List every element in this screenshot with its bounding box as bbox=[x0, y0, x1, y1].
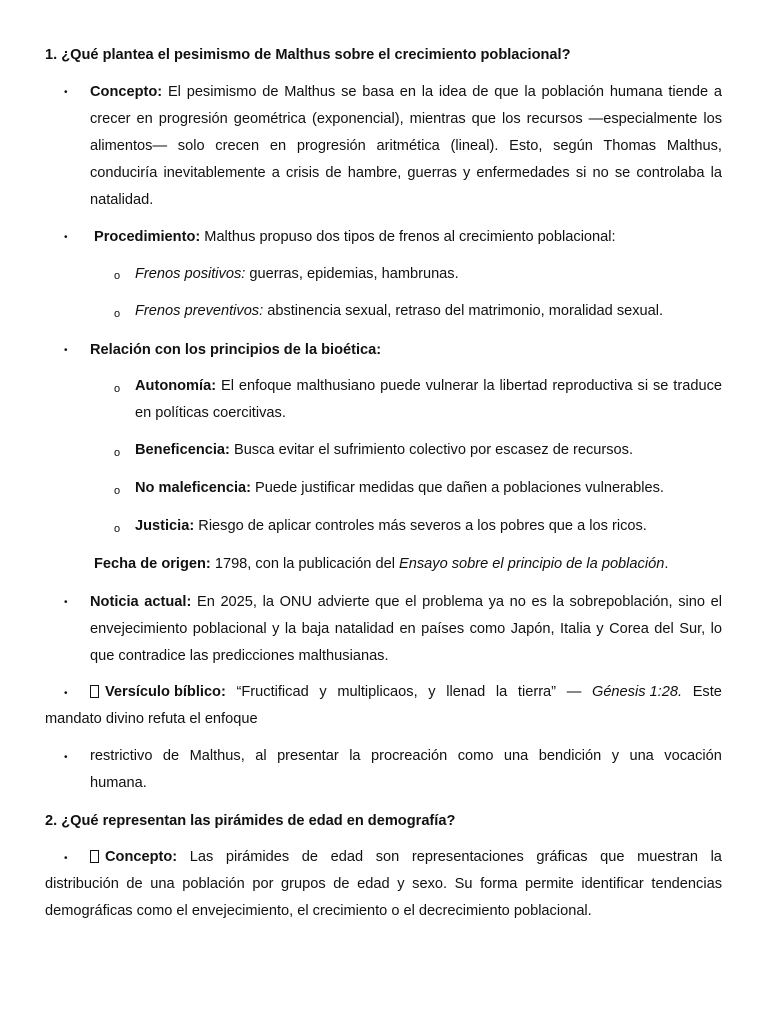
sub-bullet-no-maleficencia: o bbox=[114, 485, 121, 497]
frenos-positivos-label: Frenos positivos: bbox=[135, 266, 246, 282]
bullet-procedimiento: • bbox=[64, 232, 68, 243]
versiculo-word: y bbox=[428, 684, 436, 700]
continuacion-word: presentar bbox=[277, 748, 339, 764]
beneficencia-label: Beneficencia: bbox=[135, 442, 230, 458]
concepto-2-word: de bbox=[301, 849, 319, 865]
concepto-2-word: Las bbox=[189, 849, 214, 865]
frenos-preventivos-label: Frenos preventivos: bbox=[135, 303, 264, 319]
noticia-text: En 2025, la ONU advierte que el problema ya no es la sobrepoblación, sino el envejecimiento poblacional y la baja natalidad en países como Japón, Italia y Corea del Sur, lo que contradice las predicciones malthusianas. bbox=[90, 594, 722, 664]
frenos-positivos-item bbox=[135, 261, 722, 288]
sub-bullet-frenos-positivos: o bbox=[114, 270, 121, 282]
versiculo-word: Este bbox=[692, 684, 722, 700]
noticia-paragraph bbox=[90, 589, 722, 670]
versiculo-word: multiplicaos, bbox=[337, 684, 418, 700]
versiculo-word: llenad bbox=[446, 684, 486, 700]
concepto-2-word: son bbox=[375, 849, 400, 865]
beneficencia-text: Busca evitar el sufrimiento colectivo por escasez de recursos. bbox=[229, 442, 634, 458]
question-2-heading: 2. ¿Qué representan las pirámides de edad en demografía? bbox=[45, 813, 456, 829]
justicia-text: Riesgo de aplicar controles más severos a los pobres que a los ricos. bbox=[194, 518, 647, 534]
fecha-book-title: Ensayo sobre el principio de la población bbox=[399, 556, 665, 572]
missing-glyph-icon bbox=[90, 685, 99, 698]
continuacion-word: una bbox=[503, 748, 529, 764]
concepto-2-rest: distribución de una población por grupos de edad y sexo. Su forma permite identificar tendencias demográficas como el envejecimiento, el crecimiento o el decrecimiento poblacional. bbox=[45, 876, 722, 919]
bullet-concepto-2: • bbox=[64, 853, 68, 864]
sub-bullet-frenos-preventivos: o bbox=[114, 308, 121, 320]
versiculo-word: la bbox=[495, 684, 508, 700]
continuacion-word: vocación bbox=[664, 748, 722, 764]
autonomia-item bbox=[135, 373, 722, 427]
frenos-positivos-text: guerras, epidemias, hambrunas. bbox=[245, 266, 459, 282]
concepto-2-word: pirámides bbox=[225, 849, 290, 865]
bullet-versiculo: • bbox=[64, 688, 68, 699]
no-maleficencia-text: Puede justificar medidas que dañen a poblaciones vulnerables. bbox=[250, 480, 664, 496]
bullet-continuacion: • bbox=[64, 752, 68, 763]
bullet-noticia: • bbox=[64, 597, 68, 608]
autonomia-label: Autonomía: bbox=[135, 378, 217, 394]
continuacion-word: Malthus, bbox=[189, 748, 245, 764]
procedimiento-text: Malthus propuso dos tipos de frenos al crecimiento poblacional: bbox=[200, 229, 616, 245]
versiculo-label-group bbox=[90, 679, 226, 706]
continuacion-word: procreación bbox=[371, 748, 448, 764]
autonomia-text: El enfoque malthusiano puede vulnerar la libertad reproductiva si se traduce en políticas coercitivas. bbox=[135, 378, 722, 421]
versiculo-reference: Génesis 1:28. bbox=[591, 684, 683, 700]
continuacion-word: de bbox=[162, 748, 180, 764]
concepto-label: Concepto: bbox=[90, 84, 163, 100]
continuacion-line-2: humana. bbox=[90, 775, 147, 791]
concepto-2-word: muestran bbox=[637, 849, 698, 865]
sub-bullet-autonomia: o bbox=[114, 383, 121, 395]
noticia-label: Noticia actual: bbox=[90, 594, 192, 610]
concepto-2-word: la bbox=[710, 849, 722, 865]
concepto-2-word: que bbox=[600, 849, 625, 865]
sub-bullet-beneficencia: o bbox=[114, 447, 121, 459]
versiculo-word: tierra” bbox=[517, 684, 557, 700]
concepto-2-word: edad bbox=[330, 849, 364, 865]
continuacion-line-1 bbox=[90, 743, 722, 770]
versiculo-line-1 bbox=[90, 679, 722, 706]
fecha-origen-paragraph bbox=[90, 551, 726, 578]
bioetica-heading: Relación con los principios de la bioética: bbox=[90, 342, 382, 358]
no-maleficencia-label: No maleficencia: bbox=[135, 480, 251, 496]
continuacion-word: al bbox=[255, 748, 267, 764]
beneficencia-item bbox=[135, 437, 722, 464]
sub-bullet-justicia: o bbox=[114, 523, 121, 535]
concepto-2-line-1 bbox=[90, 844, 722, 871]
continuacion-word: la bbox=[349, 748, 361, 764]
continuacion-word: restrictivo bbox=[90, 748, 153, 764]
bullet-concepto: • bbox=[64, 87, 68, 98]
justicia-item bbox=[135, 513, 722, 540]
missing-glyph-icon bbox=[90, 850, 99, 863]
versiculo-word: — bbox=[566, 684, 582, 700]
no-maleficencia-item bbox=[135, 475, 722, 502]
concepto-2-label-group bbox=[90, 844, 177, 871]
concepto-2-word: gráficas bbox=[536, 849, 588, 865]
versiculo-label: Versículo bíblico: bbox=[105, 684, 226, 700]
procedimiento-label: Procedimiento: bbox=[94, 229, 201, 245]
concepto-2-label: Concepto: bbox=[105, 849, 178, 865]
fecha-label: Fecha de origen: bbox=[94, 556, 211, 572]
fecha-text: 1798, con la publicación del bbox=[210, 556, 400, 572]
continuacion-word: una bbox=[629, 748, 654, 764]
continuacion-word: como bbox=[457, 748, 494, 764]
fecha-end: . bbox=[664, 556, 669, 572]
frenos-preventivos-item bbox=[135, 298, 722, 325]
bullet-bioetica: • bbox=[64, 345, 68, 356]
continuacion-word: bendición bbox=[538, 748, 602, 764]
frenos-preventivos-text: abstinencia sexual, retraso del matrimonio, moralidad sexual. bbox=[263, 303, 664, 319]
procedimiento-paragraph bbox=[90, 224, 726, 251]
versiculo-word: “Fructificad bbox=[236, 684, 309, 700]
justicia-label: Justicia: bbox=[135, 518, 195, 534]
concepto-paragraph bbox=[90, 79, 722, 214]
versiculo-line-2: mandato divino refuta el enfoque bbox=[45, 711, 258, 727]
concepto-2-word: representaciones bbox=[411, 849, 524, 865]
continuacion-word: y bbox=[611, 748, 619, 764]
concepto-text: El pesimismo de Malthus se basa en la idea de que la población humana tiende a crecer en progresión geométrica (exponencial), mientras que los recursos —especialmente los alimentos— solo crecen en progresión aritmética (lineal). Esto, según Thomas Malthus, conduciría inevitablemente a crisis de hambre, guerras y enfermedades si no se controlaba la natalidad. bbox=[90, 84, 722, 208]
question-1-heading: 1. ¿Qué plantea el pesimismo de Malthus sobre el crecimiento poblacional? bbox=[45, 47, 571, 63]
versiculo-word: y bbox=[319, 684, 327, 700]
